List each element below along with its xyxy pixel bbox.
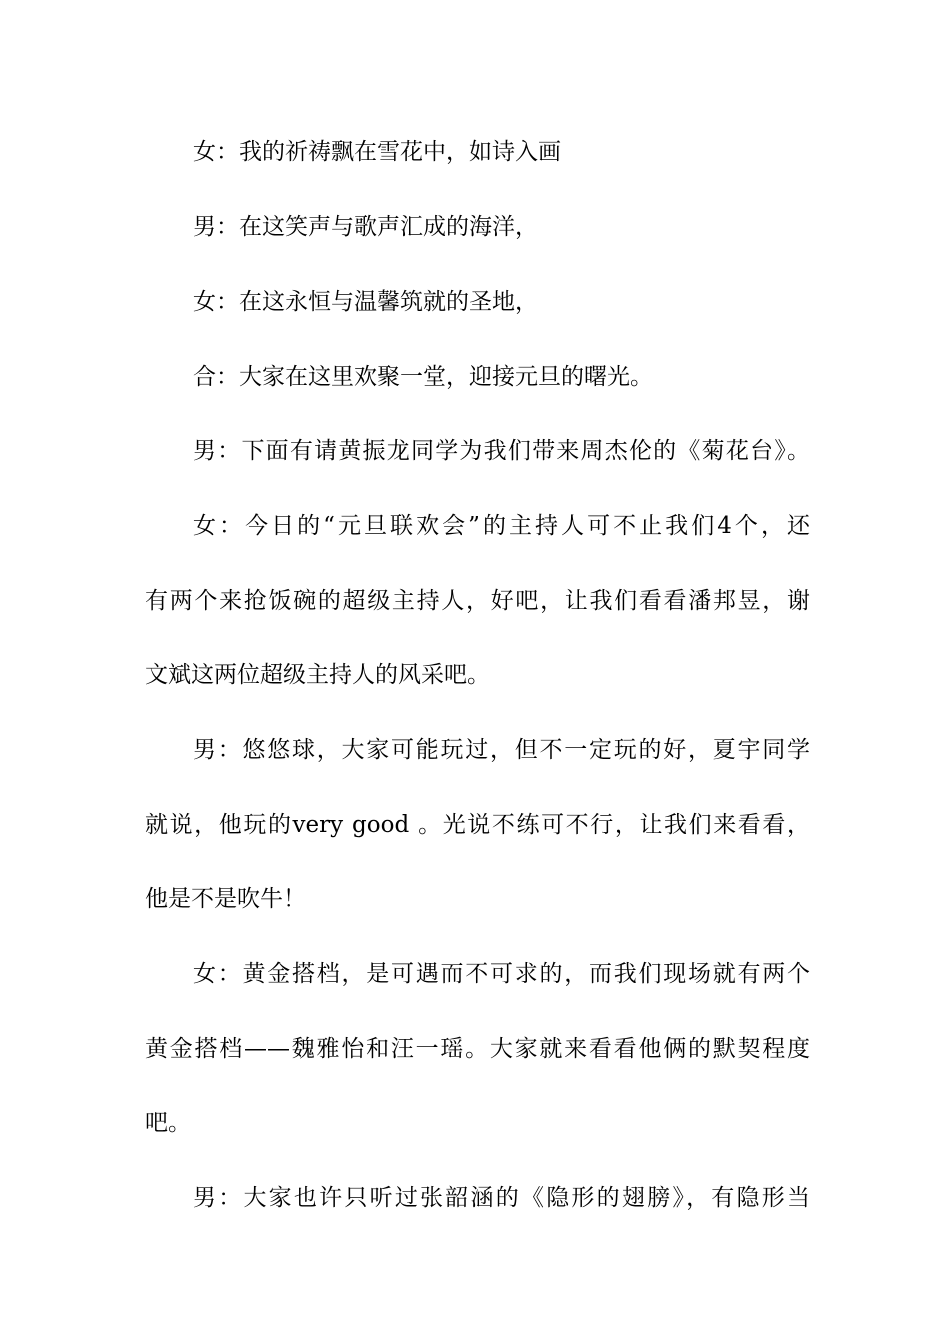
paragraph-line: 合：大家在这里欢聚一堂，迎接元旦的曙光。: [193, 364, 653, 390]
paragraph-line: 女：今日的“元旦联欢会”的主持人可不止我们4个，还: [193, 513, 810, 539]
paragraph-line: 男：在这笑声与歌声汇成的海洋，: [193, 214, 538, 240]
paragraph-line: 有两个来抢饭碗的超级主持人，好吧，让我们看看潘邦昱，谢: [145, 588, 810, 614]
paragraph-line: 文斌这两位超级主持人的风采吧。: [145, 662, 490, 688]
paragraph-line: 男：大家也许只听过张韶涵的《隐形的翅膀》，有隐形当: [193, 1185, 810, 1211]
paragraph-line: 女：我的祈祷飘在雪花中，如诗入画: [193, 139, 561, 165]
paragraph-line: 男：悠悠球，大家可能玩过，但不一定玩的好，夏宇同学: [193, 737, 810, 763]
paragraph-line: 黄金搭档——魏雅怡和汪一瑶。大家就来看看他俩的默契程度: [145, 1036, 810, 1062]
paragraph-line: 就说，他玩的very good 。光说不练可不行，让我们来看看，: [145, 812, 810, 838]
paragraph-line: 男：下面有请黄振龙同学为我们带来周杰伦的《菊花台》。: [193, 438, 810, 464]
paragraph-line: 他是不是吹牛！: [145, 886, 306, 912]
paragraph-line: 女：黄金搭档，是可遇而不可求的，而我们现场就有两个: [193, 961, 810, 987]
paragraph-line: 吧。: [145, 1110, 191, 1136]
paragraph-line: 女：在这永恒与温馨筑就的圣地，: [193, 289, 538, 315]
